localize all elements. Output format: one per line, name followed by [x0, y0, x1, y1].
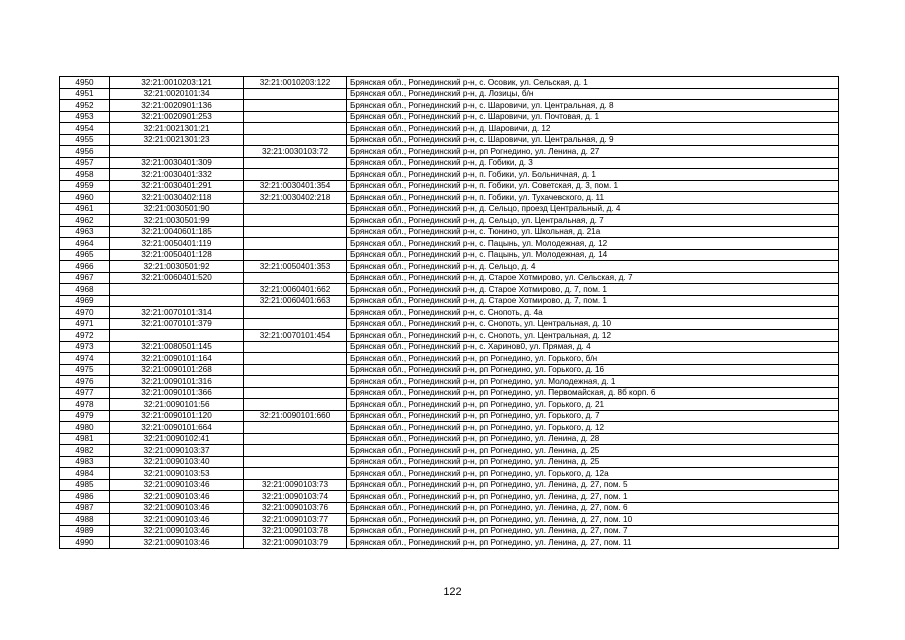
land-cadastral-number-cell: 32:21:0020901:136: [110, 100, 244, 112]
record-number-cell: 4973: [60, 341, 110, 353]
land-cadastral-number-cell: 32:21:0030401:309: [110, 157, 244, 169]
address-cell: Брянская обл., Рогнединский р-н, с. Шаровичи, ул. Центральная, д. 9: [347, 134, 839, 146]
address-cell: Брянская обл., Рогнединский р-н, д. Старое Хотмирово, д. 7, пом. 1: [347, 295, 839, 307]
land-cadastral-number-cell: 32:21:0090101:56: [110, 399, 244, 411]
record-number-cell: 4975: [60, 364, 110, 376]
record-number-cell: 4952: [60, 100, 110, 112]
record-number-cell: 4982: [60, 445, 110, 457]
building-cadastral-number-cell: 32:21:0030402:218: [244, 192, 347, 204]
land-cadastral-number-cell: 32:21:0090101:120: [110, 410, 244, 422]
land-cadastral-number-cell: [110, 284, 244, 296]
land-cadastral-number-cell: [110, 295, 244, 307]
building-cadastral-number-cell: [244, 88, 347, 100]
building-cadastral-number-cell: 32:21:0090103:79: [244, 537, 347, 549]
record-number-cell: 4966: [60, 261, 110, 273]
address-cell: Брянская обл., Рогнединский р-н, рп Рогнедино, ул. Горького, б/н: [347, 353, 839, 365]
land-cadastral-number-cell: 32:21:0090101:664: [110, 422, 244, 434]
table-row: [60, 238, 839, 250]
table-row: [60, 272, 839, 284]
record-number-cell: 4951: [60, 88, 110, 100]
land-cadastral-number-cell: 32:21:0030501:90: [110, 203, 244, 215]
record-number-cell: 4965: [60, 249, 110, 261]
land-cadastral-number-cell: 32:21:0090101:366: [110, 387, 244, 399]
address-cell: Брянская обл., Рогнединский р-н, д. Сельцо, ул. Центральная, д. 7: [347, 215, 839, 227]
record-number-cell: 4950: [60, 77, 110, 89]
land-cadastral-number-cell: 32:21:0030501:92: [110, 261, 244, 273]
land-cadastral-number-cell: 32:21:0090103:46: [110, 502, 244, 514]
table-row: [60, 88, 839, 100]
land-cadastral-number-cell: 32:21:0060401:520: [110, 272, 244, 284]
building-cadastral-number-cell: 32:21:0030401:354: [244, 180, 347, 192]
record-number-cell: 4986: [60, 491, 110, 503]
record-number-cell: 4958: [60, 169, 110, 181]
building-cadastral-number-cell: [244, 215, 347, 227]
record-number-cell: 4957: [60, 157, 110, 169]
building-cadastral-number-cell: [244, 456, 347, 468]
address-cell: Брянская обл., Рогнединский р-н, рп Рогнедино, ул. Ленина, д. 27: [347, 146, 839, 158]
land-cadastral-number-cell: 32:21:0090103:46: [110, 514, 244, 526]
address-cell: Брянская обл., Рогнединский р-н, рп Рогнедино, ул. Ленина, д. 25: [347, 445, 839, 457]
land-cadastral-number-cell: 32:21:0080501:145: [110, 341, 244, 353]
land-cadastral-number-cell: 32:21:0090102:41: [110, 433, 244, 445]
building-cadastral-number-cell: 32:21:0010203:122: [244, 77, 347, 89]
building-cadastral-number-cell: 32:21:0030103:72: [244, 146, 347, 158]
record-number-cell: 4983: [60, 456, 110, 468]
table-row: [60, 445, 839, 457]
building-cadastral-number-cell: [244, 468, 347, 480]
address-cell: Брянская обл., Рогнединский р-н, д. Старое Хотмирово, д. 7, пом. 1: [347, 284, 839, 296]
record-number-cell: 4984: [60, 468, 110, 480]
table-row: [60, 468, 839, 480]
table-row: [60, 192, 839, 204]
table-row: [60, 330, 839, 342]
address-cell: Брянская обл., Рогнединский р-н, д. Гобики, д. 3: [347, 157, 839, 169]
land-cadastral-number-cell: 32:21:0070101:314: [110, 307, 244, 319]
building-cadastral-number-cell: [244, 249, 347, 261]
record-number-cell: 4976: [60, 376, 110, 388]
address-cell: Брянская обл., Рогнединский р-н, рп Рогнедино, ул. Ленина, д. 27, пом. 7: [347, 525, 839, 537]
record-number-cell: 4974: [60, 353, 110, 365]
building-cadastral-number-cell: [244, 353, 347, 365]
table-row: [60, 307, 839, 319]
record-number-cell: 4979: [60, 410, 110, 422]
building-cadastral-number-cell: [244, 376, 347, 388]
building-cadastral-number-cell: [244, 399, 347, 411]
address-cell: Брянская обл., Рогнединский р-н, рп Рогнедино, ул. Молодежная, д. 1: [347, 376, 839, 388]
table-row: [60, 157, 839, 169]
table-row: [60, 364, 839, 376]
table-row: [60, 169, 839, 181]
address-cell: Брянская обл., Рогнединский р-н, д. Сельцо, д. 4: [347, 261, 839, 273]
table-row: [60, 537, 839, 549]
table-row: [60, 399, 839, 411]
table-row: [60, 146, 839, 158]
building-cadastral-number-cell: [244, 422, 347, 434]
table-row: [60, 111, 839, 123]
building-cadastral-number-cell: [244, 157, 347, 169]
table-row: [60, 249, 839, 261]
building-cadastral-number-cell: [244, 307, 347, 319]
address-cell: Брянская обл., Рогнединский р-н, д. Сельцо, проезд Центральный, д. 4: [347, 203, 839, 215]
land-cadastral-number-cell: 32:21:0090101:316: [110, 376, 244, 388]
record-number-cell: 4990: [60, 537, 110, 549]
table-row: [60, 77, 839, 89]
land-cadastral-number-cell: 32:21:0090101:268: [110, 364, 244, 376]
table-row: [60, 456, 839, 468]
building-cadastral-number-cell: 32:21:0050401:353: [244, 261, 347, 273]
land-cadastral-number-cell: 32:21:0021301:23: [110, 134, 244, 146]
record-number-cell: 4978: [60, 399, 110, 411]
land-cadastral-number-cell: 32:21:0090103:53: [110, 468, 244, 480]
address-cell: Брянская обл., Рогнединский р-н, п. Гобики, ул. Советская, д. 3, пом. 1: [347, 180, 839, 192]
address-cell: Брянская обл., Рогнединский р-н, рп Рогнедино, ул. Горького, д. 21: [347, 399, 839, 411]
table-row: [60, 479, 839, 491]
table-row: [60, 525, 839, 537]
record-number-cell: 4980: [60, 422, 110, 434]
record-number-cell: 4960: [60, 192, 110, 204]
record-number-cell: 4956: [60, 146, 110, 158]
land-cadastral-number-cell: [110, 330, 244, 342]
land-cadastral-number-cell: 32:21:0090103:46: [110, 491, 244, 503]
address-cell: Брянская обл., Рогнединский р-н, рп Рогнедино, ул. Ленина, д. 27, пом. 10: [347, 514, 839, 526]
building-cadastral-number-cell: [244, 272, 347, 284]
record-number-cell: 4985: [60, 479, 110, 491]
table-row: [60, 203, 839, 215]
address-cell: Брянская обл., Рогнединский р-н, рп Рогнедино, ул. Ленина, д. 25: [347, 456, 839, 468]
record-number-cell: 4972: [60, 330, 110, 342]
table-row: [60, 226, 839, 238]
table-row: [60, 284, 839, 296]
table-row: [60, 215, 839, 227]
land-cadastral-number-cell: 32:21:0050401:119: [110, 238, 244, 250]
building-cadastral-number-cell: [244, 387, 347, 399]
building-cadastral-number-cell: [244, 226, 347, 238]
record-number-cell: 4971: [60, 318, 110, 330]
land-cadastral-number-cell: 32:21:0050401:128: [110, 249, 244, 261]
table-row: [60, 134, 839, 146]
table-row: [60, 433, 839, 445]
land-cadastral-number-cell: 32:21:0090101:164: [110, 353, 244, 365]
address-cell: Брянская обл., Рогнединский р-н, рп Рогнедино, ул. Горького, д. 12: [347, 422, 839, 434]
building-cadastral-number-cell: [244, 169, 347, 181]
building-cadastral-number-cell: 32:21:0090103:74: [244, 491, 347, 503]
record-number-cell: 4967: [60, 272, 110, 284]
land-cadastral-number-cell: 32:21:0020101:34: [110, 88, 244, 100]
building-cadastral-number-cell: 32:21:0060401:663: [244, 295, 347, 307]
record-number-cell: 4955: [60, 134, 110, 146]
address-cell: Брянская обл., Рогнединский р-н, с. Пацынь, ул. Молодежная, д. 12: [347, 238, 839, 250]
address-cell: Брянская обл., Рогнединский р-н, рп Рогнедино, ул. Первомайская, д. 8б корп. 6: [347, 387, 839, 399]
table-row: [60, 295, 839, 307]
record-number-cell: 4964: [60, 238, 110, 250]
building-cadastral-number-cell: 32:21:0070101:454: [244, 330, 347, 342]
land-cadastral-number-cell: 32:21:0070101:379: [110, 318, 244, 330]
record-number-cell: 4962: [60, 215, 110, 227]
land-cadastral-number-cell: 32:21:0090103:46: [110, 479, 244, 491]
address-cell: Брянская обл., Рогнединский р-н, рп Рогнедино, ул. Ленина, д. 27, пом. 11: [347, 537, 839, 549]
building-cadastral-number-cell: [244, 341, 347, 353]
record-number-cell: 4968: [60, 284, 110, 296]
address-cell: Брянская обл., Рогнединский р-н, д. Шаровичи, д. 12: [347, 123, 839, 135]
building-cadastral-number-cell: 32:21:0060401:662: [244, 284, 347, 296]
table-row: [60, 318, 839, 330]
address-cell: Брянская обл., Рогнединский р-н, с. Снопоть, д. 4а: [347, 307, 839, 319]
page-number: 122: [443, 586, 462, 598]
building-cadastral-number-cell: [244, 203, 347, 215]
address-cell: Брянская обл., Рогнединский р-н, рп Рогнедино, ул. Горького, д. 7: [347, 410, 839, 422]
table-row: [60, 261, 839, 273]
land-cadastral-number-cell: 32:21:0010203:121: [110, 77, 244, 89]
building-cadastral-number-cell: [244, 111, 347, 123]
address-cell: Брянская обл., Рогнединский р-н, рп Рогнедино, ул. Ленина, д. 28: [347, 433, 839, 445]
building-cadastral-number-cell: [244, 364, 347, 376]
building-cadastral-number-cell: [244, 238, 347, 250]
building-cadastral-number-cell: 32:21:0090103:77: [244, 514, 347, 526]
record-number-cell: 4988: [60, 514, 110, 526]
address-cell: Брянская обл., Рогнединский р-н, с. Снопоть, ул. Центральная, д. 10: [347, 318, 839, 330]
land-cadastral-number-cell: 32:21:0030501:99: [110, 215, 244, 227]
building-cadastral-number-cell: [244, 433, 347, 445]
land-cadastral-number-cell: [110, 146, 244, 158]
land-cadastral-number-cell: 32:21:0020901:253: [110, 111, 244, 123]
record-number-cell: 4989: [60, 525, 110, 537]
building-cadastral-number-cell: 32:21:0090101:660: [244, 410, 347, 422]
address-cell: Брянская обл., Рогнединский р-н, рп Рогнедино, ул. Ленина, д. 27, пом. 1: [347, 491, 839, 503]
address-cell: Брянская обл., Рогнединский р-н, д. Лозицы, б/н: [347, 88, 839, 100]
table-row: [60, 100, 839, 112]
registry-table-body: [60, 77, 839, 549]
address-cell: Брянская обл., Рогнединский р-н, с. Шаровичи, ул. Почтовая, д. 1: [347, 111, 839, 123]
record-number-cell: 4954: [60, 123, 110, 135]
building-cadastral-number-cell: [244, 134, 347, 146]
land-cadastral-number-cell: 32:21:0090103:46: [110, 525, 244, 537]
table-row: [60, 341, 839, 353]
address-cell: Брянская обл., Рогнединский р-н, с. Тюнино, ул. Школьная, д. 21а: [347, 226, 839, 238]
land-cadastral-number-cell: 32:21:0030401:332: [110, 169, 244, 181]
building-cadastral-number-cell: [244, 318, 347, 330]
record-number-cell: 4959: [60, 180, 110, 192]
table-row: [60, 353, 839, 365]
building-cadastral-number-cell: [244, 100, 347, 112]
record-number-cell: 4953: [60, 111, 110, 123]
land-cadastral-number-cell: 32:21:0030402:118: [110, 192, 244, 204]
table-row: [60, 422, 839, 434]
address-cell: Брянская обл., Рогнединский р-н, рп Рогнедино, ул. Ленина, д. 27, пом. 5: [347, 479, 839, 491]
record-number-cell: 4977: [60, 387, 110, 399]
record-number-cell: 4963: [60, 226, 110, 238]
address-cell: Брянская обл., Рогнединский р-н, п. Гобики, ул. Тухачевского, д. 11: [347, 192, 839, 204]
land-cadastral-number-cell: 32:21:0090103:40: [110, 456, 244, 468]
address-cell: Брянская обл., Рогнединский р-н, п. Гобики, ул. Больничная, д. 1: [347, 169, 839, 181]
building-cadastral-number-cell: 32:21:0090103:73: [244, 479, 347, 491]
record-number-cell: 4970: [60, 307, 110, 319]
table-row: [60, 514, 839, 526]
land-cadastral-number-cell: 32:21:0090103:46: [110, 537, 244, 549]
address-cell: Брянская обл., Рогнединский р-н, с. Осовик, ул. Сельская, д. 1: [347, 77, 839, 89]
address-cell: Брянская обл., Рогнединский р-н, с. Харинов0, ул. Прямая, д. 4: [347, 341, 839, 353]
address-cell: Брянская обл., Рогнединский р-н, с. Шаровичи, ул. Центральная, д. 8: [347, 100, 839, 112]
address-cell: Брянская обл., Рогнединский р-н, с. Снопоть, ул. Центральная, д. 12: [347, 330, 839, 342]
land-cadastral-number-cell: 32:21:0040601:185: [110, 226, 244, 238]
building-cadastral-number-cell: [244, 123, 347, 135]
record-number-cell: 4969: [60, 295, 110, 307]
table-row: [60, 410, 839, 422]
building-cadastral-number-cell: 32:21:0090103:78: [244, 525, 347, 537]
record-number-cell: 4987: [60, 502, 110, 514]
table-row: [60, 180, 839, 192]
address-cell: Брянская обл., Рогнединский р-н, рп Рогнедино, ул. Горького, д. 16: [347, 364, 839, 376]
registry-table: [59, 76, 839, 549]
address-cell: Брянская обл., Рогнединский р-н, рп Рогнедино, ул. Ленина, д. 27, пом. 6: [347, 502, 839, 514]
address-cell: Брянская обл., Рогнединский р-н, с. Пацынь, ул. Молодежная, д. 14: [347, 249, 839, 261]
table-row: [60, 376, 839, 388]
land-cadastral-number-cell: 32:21:0030401:291: [110, 180, 244, 192]
table-row: [60, 502, 839, 514]
table-row: [60, 387, 839, 399]
address-cell: Брянская обл., Рогнединский р-н, д. Старое Хотмирово, ул. Сельская, д. 7: [347, 272, 839, 284]
address-cell: Брянская обл., Рогнединский р-н, рп Рогнедино, ул. Горького, д. 12а: [347, 468, 839, 480]
building-cadastral-number-cell: [244, 445, 347, 457]
land-cadastral-number-cell: 32:21:0090103:37: [110, 445, 244, 457]
record-number-cell: 4981: [60, 433, 110, 445]
table-row: [60, 123, 839, 135]
record-number-cell: 4961: [60, 203, 110, 215]
land-cadastral-number-cell: 32:21:0021301:21: [110, 123, 244, 135]
building-cadastral-number-cell: 32:21:0090103:76: [244, 502, 347, 514]
table-row: [60, 491, 839, 503]
